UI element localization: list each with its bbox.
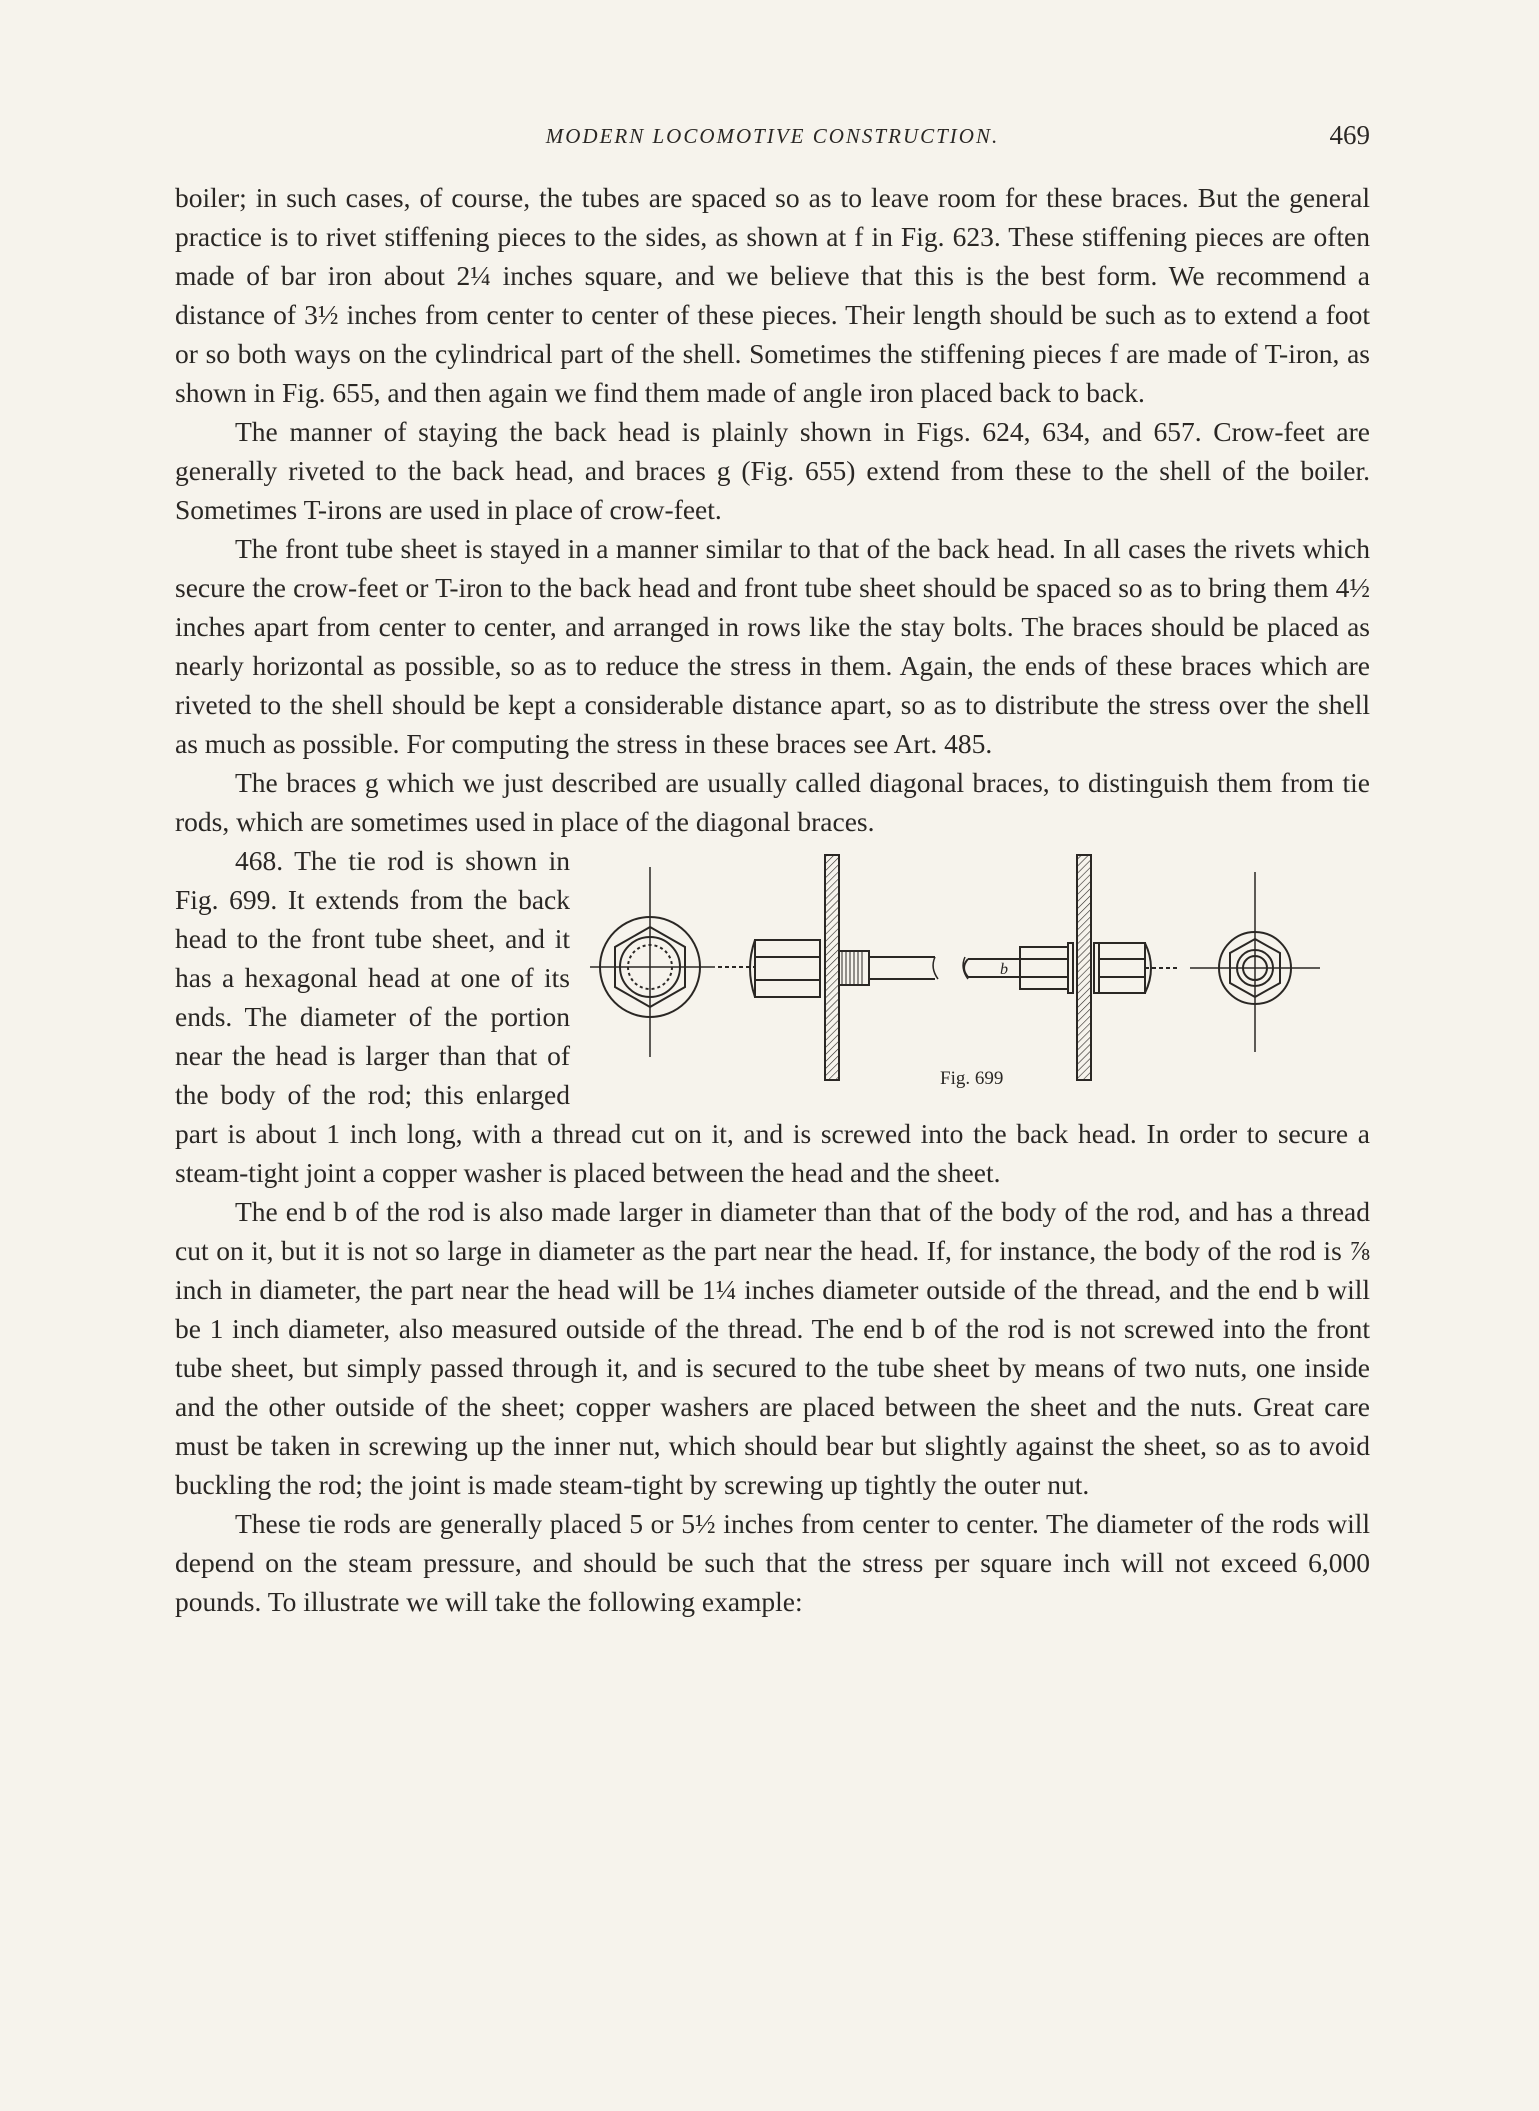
paragraph-1: boiler; in such cases, of course, the tubes are spaced so as to leave room for these braces. But the general practice is to rivet stiffening pieces to the sides, as shown at f in Fig. 623. These stiffening pieces are often made of bar iron about 2¼ inches square, and we believe that this is the best form. We recommend a distance of 3½ inches from center to center of these pieces. Their length should be such as to extend a foot or so both ways on the cylindrical part of the shell. Sometimes the stiffening pieces f are made of T-iron, as shown in Fig. 655, and then again we find them made of angle iron placed back to back. xyxy=(175,182,1370,408)
figure-caption: Fig. 699 xyxy=(940,1068,1004,1089)
label-b: b xyxy=(1000,961,1008,978)
paragraph-6: The end b of the rod is also made larger in diameter than that of the body of the rod, and has a thread cut on it, but it is not so large in diameter as the part near the head. If, for instance, the body of the rod is ⅞ inch in diameter, the part near the head will be 1¼ inches diameter outside of the thread, and the end b will be 1 inch diameter, also measured outside of the thread. The end b of the rod is not screwed into the front tube sheet, but simply passed through it, and is secured to the tube sheet by means of two nuts, one inside and the other outside of the sheet; copper washers are placed between the sheet and the nuts. Great care must be taken in screwing up the inner nut, which should bear but slightly against the sheet, so as to avoid buckling the rod; the joint is made steam-tight by screwing up tightly the outer nut. xyxy=(175,1196,1370,1500)
paragraph-5: 468. The tie rod is shown in Fig. 699. It extends from the back head to the front tube sheet, and it has a hexagonal head at one of its ends. The diameter of the portion near the head is larger than that of the body of the rod; this enlarged part is about 1 inch long, with a thread cut on it, and is screwed into the back head. In order to secure a steam-tight joint a copper washer is placed between the head and the sheet. xyxy=(175,845,1370,1188)
running-title: MODERN LOCOMOTIVE CONSTRUCTION. xyxy=(545,124,1000,148)
figure-699 xyxy=(580,847,1370,1092)
running-head xyxy=(175,120,1370,156)
body-text xyxy=(175,178,1370,1621)
paragraph-4: The braces g which we just described are usually called diagonal braces, to distinguish them from tie rods, which are sometimes used in place of the diagonal braces. xyxy=(175,767,1370,837)
page-number: 469 xyxy=(1329,120,1370,150)
paragraph-7: These tie rods are generally placed 5 or 5½ inches from center to center. The diameter of the rods will depend on the steam pressure, and should be such that the stress per square inch will not exceed 6,000 pounds. To illustrate we will take the following example: xyxy=(175,1508,1370,1617)
tie-rod-drawing xyxy=(580,847,1370,1092)
paragraph-2: The manner of staying the back head is plainly shown in Figs. 624, 634, and 657. Crow-feet are generally riveted to the back head, and braces g (Fig. 655) extend from these to the shell of the boiler. Sometimes T-irons are used in place of crow-feet. xyxy=(175,416,1370,525)
paragraph-3: The front tube sheet is stayed in a manner similar to that of the back head. In all cases the rivets which secure the crow-feet or T-iron to the back head and front tube sheet should be spaced so as to bring them 4½ inches apart from center to center, and arranged in rows like the stay bolts. The braces should be placed as nearly horizontal as possible, so as to reduce the stress in them. Again, the ends of these braces which are riveted to the shell should be kept a considerable distance apart, so as to distribute the stress over the shell as much as possible. For computing the stress in these braces see Art. 485. xyxy=(175,533,1370,759)
